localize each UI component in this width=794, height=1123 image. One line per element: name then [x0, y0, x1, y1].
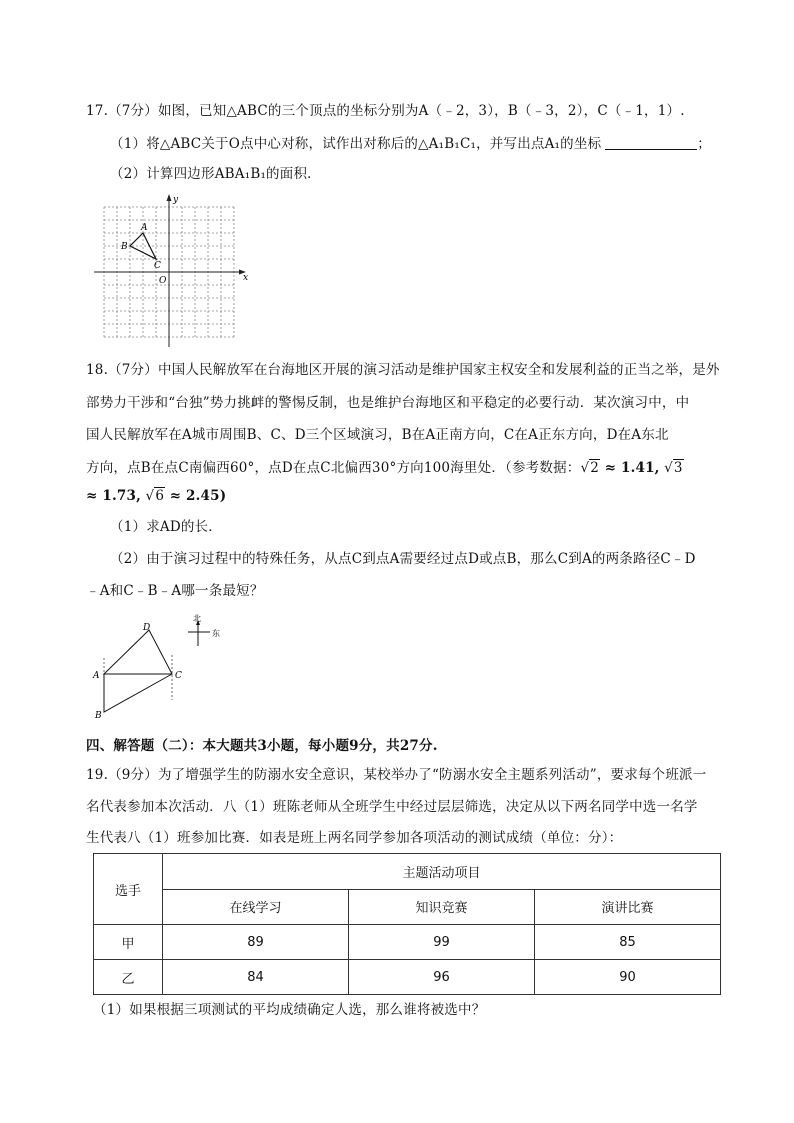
score-table [93, 853, 721, 995]
q17-stem: 17.（7分）如图，已知△ABC的三个顶点的坐标分别为A（﹣2，3），B（﹣3，2），C（﹣1，1）. [86, 103, 685, 119]
compass-east-label: 东 [212, 629, 220, 638]
point-b-label: B [95, 711, 102, 721]
ref2-value: ≈ 1.73, [86, 488, 141, 504]
point-b-label: B [121, 242, 128, 252]
q19-part1: （1）如果根据三项测试的平均成绩确定人选，那么谁将被选中？ [93, 1002, 486, 1018]
sqrt-2: √2 [580, 460, 600, 476]
sqrt-3: √3 [664, 460, 683, 476]
x-axis-label: x [243, 273, 249, 283]
q17-part2: （2）计算四边形ABA₁B₁的面积． [110, 166, 321, 182]
point-c-label: C [175, 671, 182, 681]
y-axis-label: y [173, 195, 179, 205]
q17-part1-end: ； [697, 136, 711, 152]
q18-line-5 [86, 486, 226, 506]
point-d-label: D [143, 623, 151, 633]
row-name: 甲 [94, 925, 163, 960]
y-axis-arrow [167, 194, 172, 201]
score-cell: 90 [535, 960, 721, 995]
q18-line-3: 国人民解放军在A城市周围B、C、D三个区域演习，B在A正南方向，C在A正东方向，D在A东北 [86, 427, 669, 443]
sqrt-6-radicand: 6 [155, 488, 165, 504]
header-group: 主题活动项目 [163, 854, 721, 890]
point-a-label: A [93, 671, 100, 681]
q17-part1-text: （1）将△ABC关于O点中心对称，试作出对称后的△A₁B₁C₁，并写出点A₁的坐标 [110, 136, 602, 152]
q18-geometry-figure [85, 610, 235, 728]
q18-part2-line-2: ﹣A和C﹣B﹣A哪一条最短？ [86, 583, 264, 599]
score-cell: 89 [163, 925, 349, 960]
score-cell: 84 [163, 960, 349, 995]
score-cell: 85 [535, 925, 721, 960]
sqrt-3-radicand: 3 [673, 460, 683, 476]
table-row [94, 960, 721, 995]
q17-coordinate-figure [90, 190, 250, 350]
q18-line-1: 18.（7分）中国人民解放军在台海地区开展的演习活动是维护国家主权安全和发展利益的正当之举，是外 [86, 362, 720, 378]
point-c-label: C [154, 261, 161, 271]
ref3-value: ≈ 2.45) [169, 488, 227, 504]
score-cell: 96 [349, 960, 535, 995]
header-col-online: 在线学习 [163, 889, 349, 925]
q17-part1 [110, 134, 711, 154]
compass-north-label: 北 [193, 614, 201, 623]
header-player: 选手 [94, 854, 163, 925]
sqrt-6: √6 [145, 488, 165, 504]
q18-line-2: 部势力干涉和“台独”势力挑衅的警惕反制，也是维护台海地区和平稳定的必要行动．某次演习中，中 [86, 395, 690, 411]
origin-label: O [159, 276, 167, 286]
table-subheader-row [94, 889, 721, 925]
row-name: 乙 [94, 960, 163, 995]
q19-line-2: 名代表参加本次活动．八（1）班陈老师从全班学生中经过层层筛选，决定从以下两名同学中选一名学 [86, 799, 698, 815]
answer-blank[interactable] [605, 137, 697, 150]
table-row [94, 925, 721, 960]
q18-part2-line-1: （2）由于演习过程中的特殊任务，从点C到点A需要经过点D或点B，那么C到A的两条路径C﹣D [110, 551, 696, 567]
header-col-speech: 演讲比赛 [535, 889, 721, 925]
q18-line-4-text: 方向，点B在点C南偏西60°，点D在点C北偏西30°方向100海里处．（参考数据： [86, 460, 581, 476]
q19-line-1: 19.（9分）为了增强学生的防溺水安全意识，某校举办了“防溺水安全主题系列活动”，要求每个班派一 [86, 767, 707, 783]
compass-icon [188, 620, 210, 646]
q18-part1: （1）求AD的长． [110, 519, 222, 535]
q18-line-4 [86, 458, 684, 478]
header-col-quiz: 知识竞赛 [349, 889, 535, 925]
sqrt-2-radicand: 2 [590, 460, 600, 476]
triangle-abc-path [104, 674, 172, 712]
triangle-adc [104, 630, 172, 674]
table-header-row [94, 854, 721, 890]
point-a-label: A [141, 223, 148, 233]
ref1-value: ≈ 1.41, [604, 460, 660, 476]
q19-line-3: 生代表八（1）班参加比赛．如表是班上两名同学参加各项活动的测试成绩（单位：分）： [86, 830, 623, 846]
score-cell: 99 [349, 925, 535, 960]
section-4-heading: 四、解答题（二）：本大题共3小题，每小题9分，共27分. [86, 738, 438, 754]
